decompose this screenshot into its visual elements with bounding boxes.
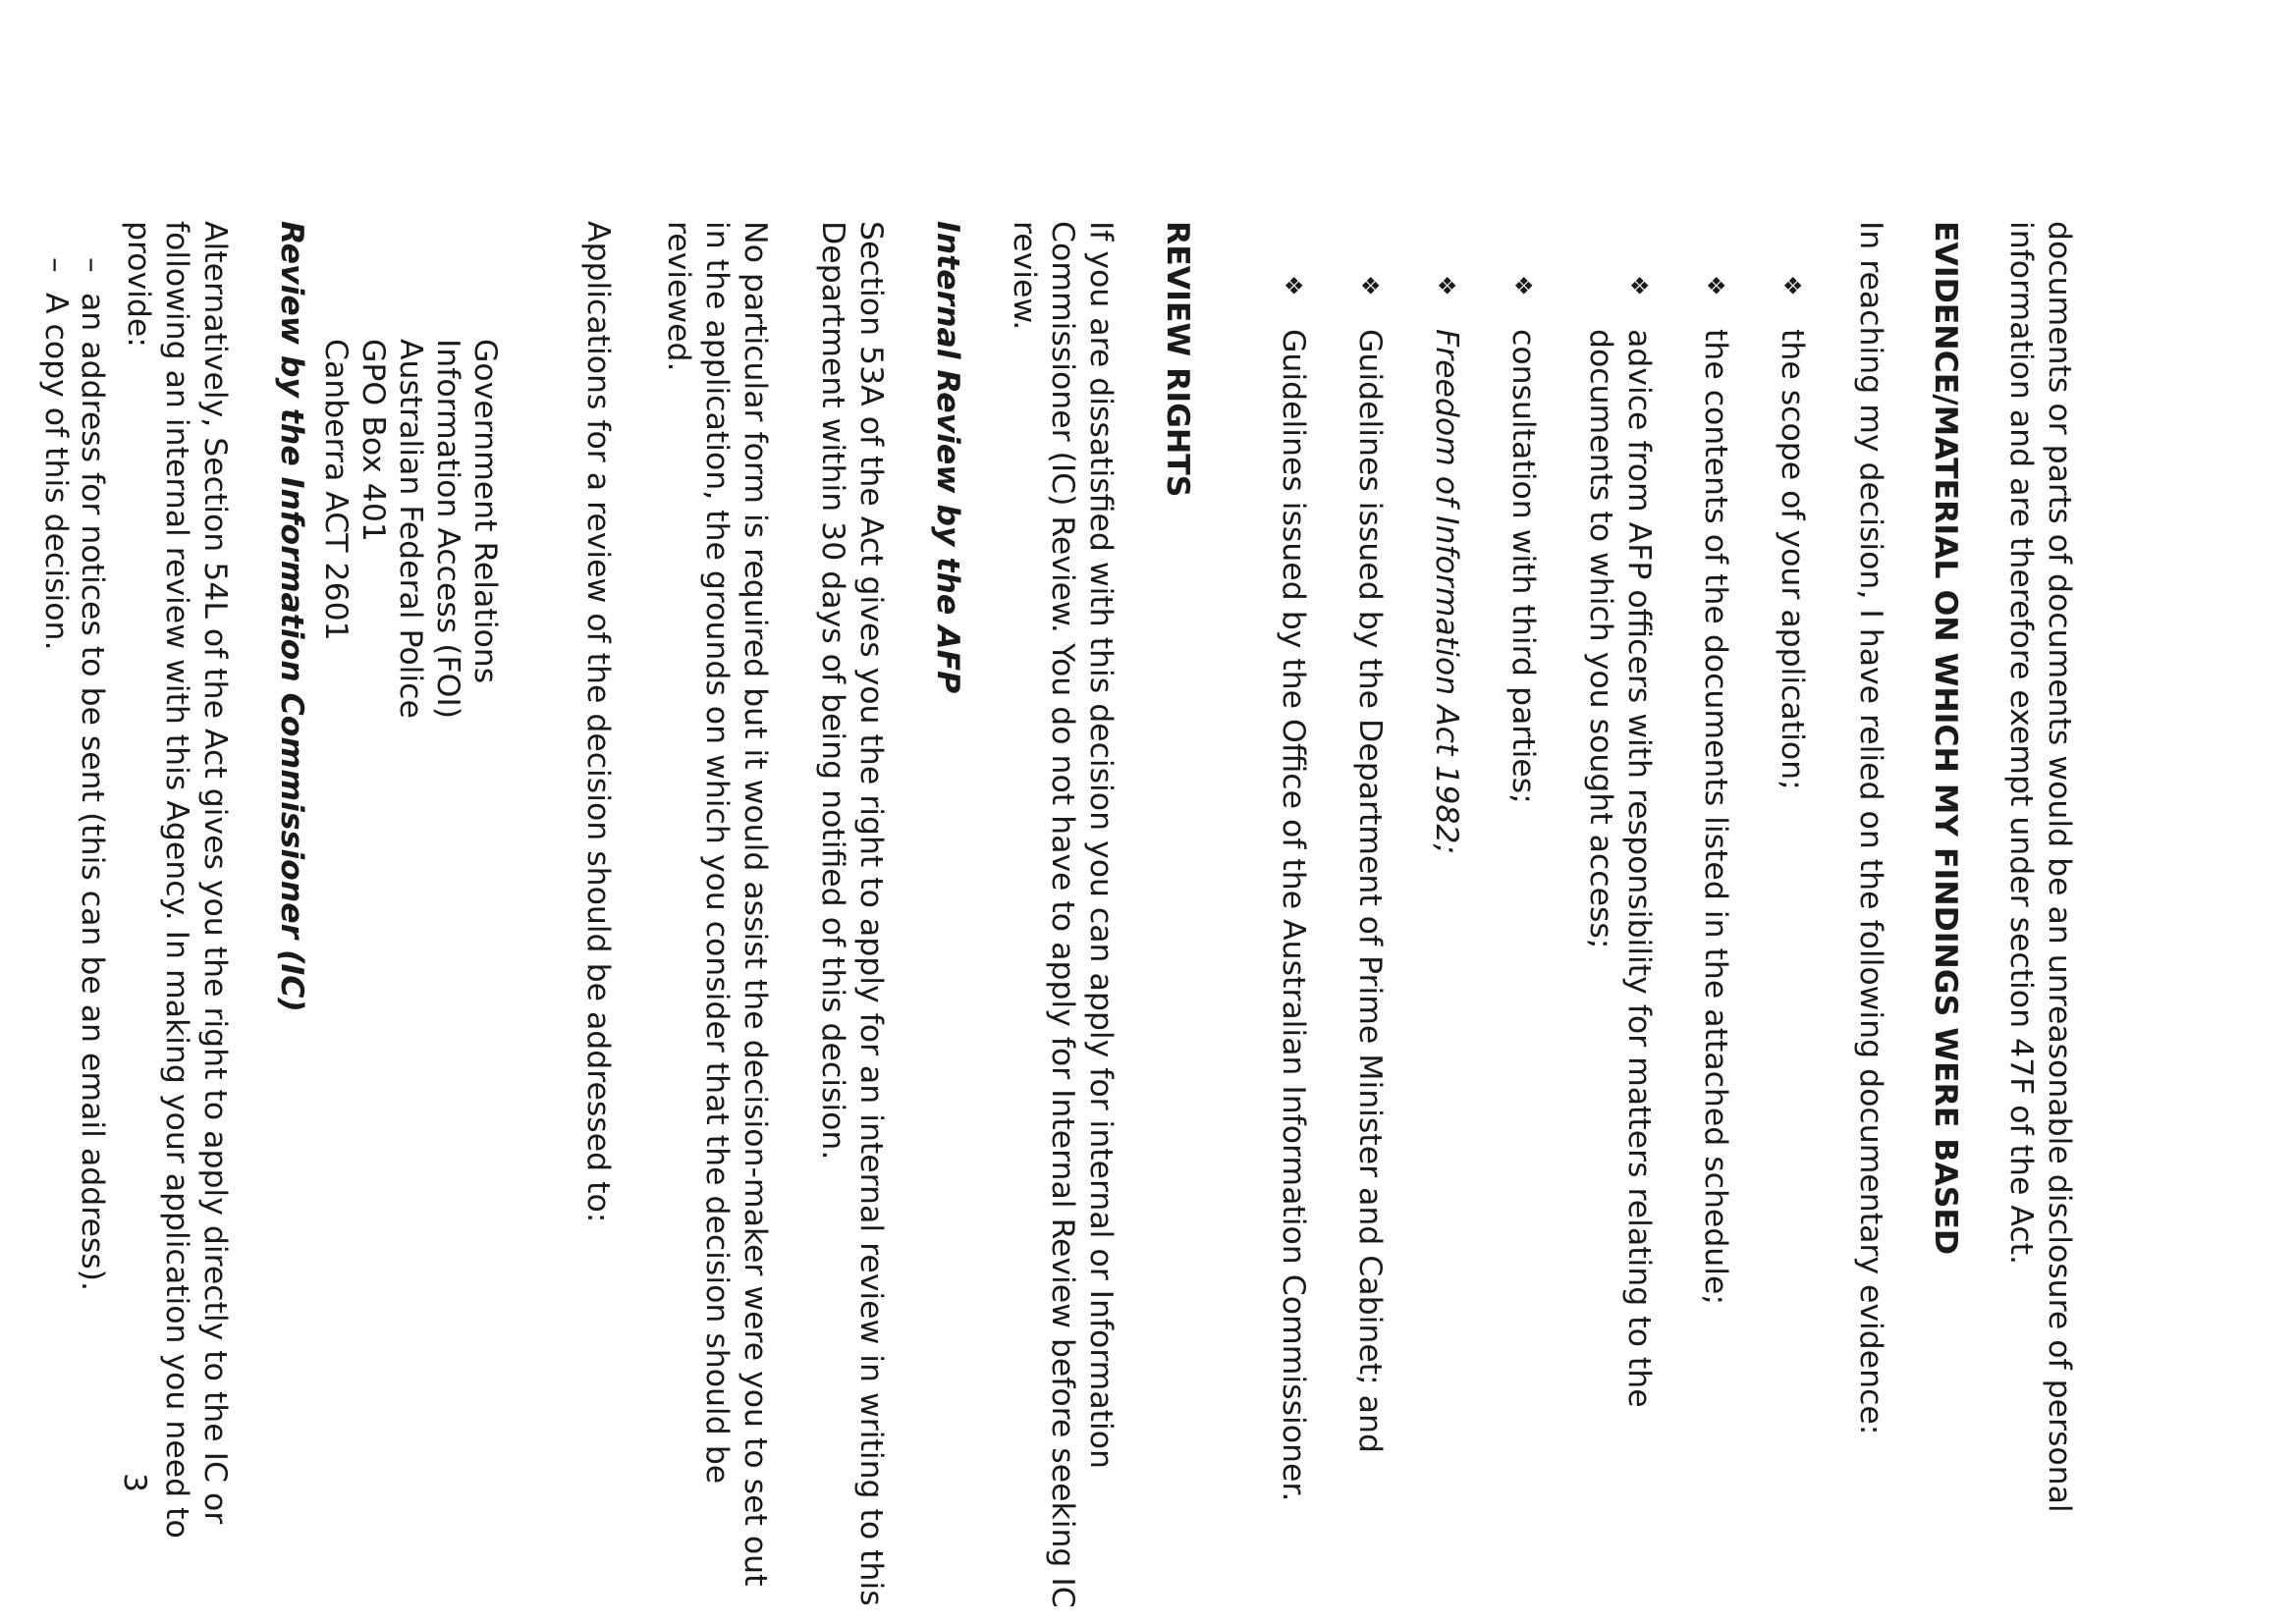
address-line: Canberra ACT 2601 — [318, 339, 354, 641]
ic-review-item-text: A copy of this decision. — [38, 293, 74, 651]
address-line: Information Access (FOI) — [430, 339, 465, 719]
evidence-item — [1773, 275, 1811, 1551]
evidence-item — [1274, 275, 1312, 1551]
evidence-intro: In reaching my decision, I have relied on the following documentary evidence: — [1853, 221, 1888, 1435]
bullet-diamond-icon: ❖ — [1433, 275, 1460, 297]
postal-address — [317, 339, 504, 719]
bullet-diamond-icon: ❖ — [1702, 275, 1729, 297]
evidence-item-text: Guidelines issued by the Office of the Australian Information Commissioner. — [1276, 329, 1311, 1502]
bullet-diamond-icon: ❖ — [1778, 275, 1806, 297]
evidence-item — [1696, 275, 1734, 1551]
evidence-item — [1581, 275, 1658, 1551]
evidence-item-text: the contents of the documents listed in the attached schedule; — [1698, 329, 1733, 1306]
bullet-diamond-icon: ❖ — [1356, 275, 1384, 297]
internal-review-address-intro: Applications for a review of the decision should be addressed to: — [580, 221, 616, 1223]
address-line: Government Relations — [467, 339, 503, 684]
continuation-paragraph: documents or parts of documents would be an unreasonable disclosure of personal information and are therefore exempt under section 47F of the Act. — [2003, 221, 2077, 1513]
evidence-item — [1427, 275, 1465, 1551]
page-number: 3 — [117, 1473, 152, 1493]
evidence-item-text: the scope of your application; — [1775, 329, 1810, 790]
evidence-item — [1503, 275, 1542, 1551]
evidence-item — [1350, 275, 1389, 1551]
address-line: GPO Box 401 — [355, 339, 391, 542]
ic-review-paragraph: Alternatively, Section 54L of the Act gives you the right to apply directly to the IC or following an internal review with this Agency. In making your application you need to provide: — [121, 221, 233, 1539]
dash-icon: – — [38, 257, 74, 273]
internal-review-heading: Internal Review by the AFP — [930, 221, 965, 694]
bullet-diamond-icon: ❖ — [1625, 275, 1653, 297]
bullet-diamond-icon: ❖ — [1280, 275, 1307, 297]
review-rights-paragraph: If you are dissatisfied with this decision you can apply for internal or Information Commissioner (IC) Review. You do not have to apply for Internal Review before seeking IC review. — [1007, 221, 1119, 1608]
ic-review-item — [73, 257, 111, 1534]
evidence-item-text: Guidelines issued by the Department of Prime Minister and Cabinet; and — [1352, 329, 1388, 1453]
dash-icon: – — [75, 257, 110, 273]
internal-review-form-paragraph: No particular form is required but it would assist the decision-maker were you to set out in the application, the grounds on which you consider that the decision should be reviewed. — [661, 221, 773, 1587]
bullet-diamond-icon: ❖ — [1509, 275, 1537, 297]
ic-review-heading: Review by the Information Commissioner (IC) — [274, 221, 309, 1012]
evidence-heading: EVIDENCE/MATERIAL ON WHICH MY FINDINGS WERE BASED — [1928, 221, 1963, 1256]
ic-review-item — [36, 257, 75, 1534]
ic-review-item-text: an address for notices to be sent (this can be an email address). — [75, 293, 110, 1291]
evidence-item-text: consultation with third parties; — [1505, 329, 1541, 804]
address-line: Australian Federal Police — [393, 339, 428, 719]
evidence-item-text: Freedom of Information Act 1982; — [1429, 329, 1464, 855]
evidence-item-text: advice from AFP officers with responsibility for matters relating to the documents to which you sought access; — [1583, 329, 1657, 1408]
review-rights-heading: REVIEW RIGHTS — [1160, 221, 1195, 498]
internal-review-paragraph: Section 53A of the Act gives you the right to apply for an internal review in writing to this Department within 30 days of being notified of this decision. — [815, 221, 889, 1606]
